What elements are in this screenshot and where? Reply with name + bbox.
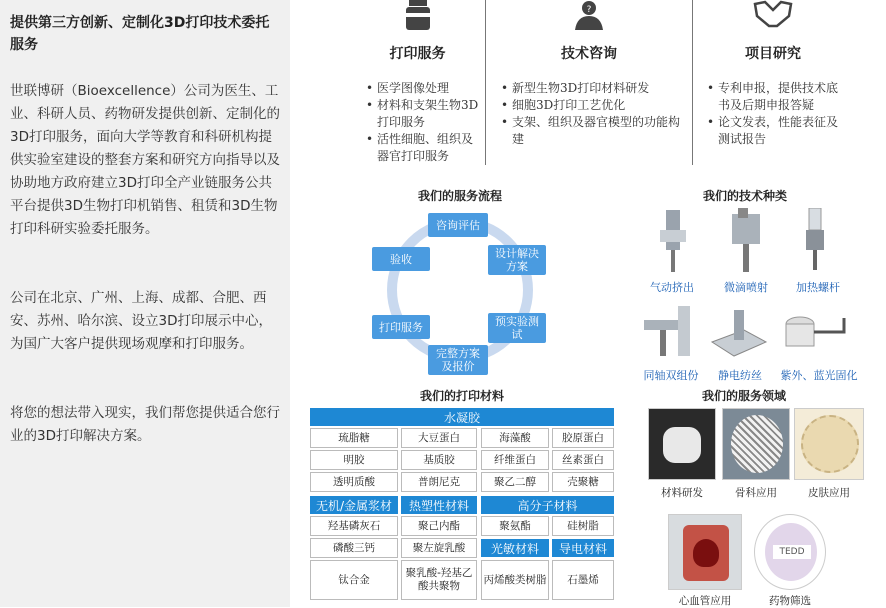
polymer-header: 高分子材料 <box>481 496 614 514</box>
pneumatic-extrusion-image <box>658 208 688 276</box>
left-paragraph-cta: 将您的想法带入现实，我们帮您提供适合您行业的3D打印解决方案。 <box>10 405 280 444</box>
list-item: • 材料和支架生物3D打印服务 <box>366 97 484 131</box>
hydrogel-cell: 明胶 <box>310 450 398 470</box>
flow-step-pretest: 预实验测试 <box>488 313 546 343</box>
flow-step-accept: 验收 <box>372 247 430 271</box>
service-consult <box>486 0 692 165</box>
tech-label: 微滴喷射 <box>724 281 768 294</box>
service-print-title: 打印服务 <box>389 46 446 62</box>
service-consult-title: 技术咨询 <box>561 46 617 62</box>
right-panel <box>290 0 886 607</box>
conductive-header: 导电材料 <box>552 539 614 557</box>
flow-step-design: 设计解决方案 <box>488 245 546 275</box>
material-cell: 丙烯酸类树脂 <box>481 560 549 600</box>
list-item: • 新型生物3D打印材料研发 <box>501 80 686 97</box>
material-cell: 羟基磷灰石 <box>310 516 398 536</box>
material-research-image <box>648 408 716 480</box>
droplet-jetting-image <box>728 208 764 276</box>
left-paragraph-intro: 世联博研（Bioexcellence）公司为医生、工业、科研人员、药物研发提供创新、定制化的3D打印服务，面向大学等教育和科研机构提供实验室建设的整套方案和研究方向指导以及协助地方政府建立3D打印全产业链服务公共平台提供3D生物打印机销售、租赁和3D生物打印科研实验委托服务。 <box>10 83 280 237</box>
hydrogel-cell: 胶原蛋白 <box>552 428 614 448</box>
material-cell: 聚己内酯 <box>401 516 477 536</box>
material-cell: 聚左旋乳酸 <box>401 538 477 558</box>
heated-screw-image <box>800 208 830 276</box>
service-print <box>350 0 485 165</box>
hydrogel-cell: 丝素蛋白 <box>552 450 614 470</box>
inorganic-header: 无机/金属浆材 <box>310 496 398 514</box>
uv-curing-image <box>782 310 852 356</box>
left-paragraph-locations: 公司在北京、广州、上海、成都、合肥、西安、苏州、哈尔滨、设立3D打印展示中心，为国广大客户提供现场观摩和打印服务。 <box>10 290 272 352</box>
coaxial-dual-image <box>640 302 700 364</box>
tech-label: 紫外、蓝光固化 <box>780 369 858 382</box>
hydrogel-cell: 琉脂糖 <box>310 428 398 448</box>
thermoplastic-header: 热塑性材料 <box>401 496 477 514</box>
handshake-icon <box>753 0 793 30</box>
tech-label: 静电纺丝 <box>718 369 762 382</box>
tedd-label: TEDD <box>773 545 811 559</box>
material-cell: 聚乳酸-羟基乙酸共聚物 <box>401 560 477 600</box>
hydrogel-cell: 纤维蛋白 <box>481 450 549 470</box>
hydrogel-header: 水凝胶 <box>310 408 614 426</box>
domain-label: 材料研发 <box>661 487 703 499</box>
hydrogel-cell: 大豆蛋白 <box>401 428 477 448</box>
hydrogel-cell: 壳聚糖 <box>552 472 614 492</box>
material-cell: 磷酸三钙 <box>310 538 398 558</box>
domains-title: 我们的服务领域 <box>702 389 787 403</box>
flow-title: 我们的服务流程 <box>418 189 503 203</box>
material-cell: 聚氨酯 <box>481 516 549 536</box>
service-consult-list <box>501 80 686 148</box>
material-cell: 硅树脂 <box>552 516 614 536</box>
electrospinning-image <box>708 306 770 362</box>
cardiovascular-image <box>668 514 742 590</box>
tech-label: 同轴双组份 <box>643 369 699 382</box>
drug-screening-image <box>754 514 826 590</box>
domain-label: 皮肤应用 <box>808 487 850 499</box>
hydrogel-cell: 基质胶 <box>401 450 477 470</box>
photosensitive-header: 光敏材料 <box>481 539 549 557</box>
hydrogel-cell: 普朗尼克 <box>401 472 477 492</box>
person-icon <box>569 0 609 30</box>
left-title: 提供第三方创新、定制化3D打印技术委托服务 <box>10 15 270 53</box>
svg-text:?: ? <box>586 5 592 15</box>
domain-label: 骨科应用 <box>735 487 777 499</box>
hydrogel-cell: 聚乙二醇 <box>481 472 549 492</box>
left-panel <box>0 0 290 607</box>
domain-label: 心血管应用 <box>678 595 732 607</box>
tech-label: 气动挤出 <box>650 281 694 294</box>
flow-step-quote: 完整方案及报价 <box>428 345 488 375</box>
skin-image <box>794 408 864 480</box>
flow-step-print: 打印服务 <box>372 315 430 339</box>
list-item: • 细胞3D打印工艺优化 <box>501 97 686 114</box>
material-cell: 石墨烯 <box>552 560 614 600</box>
orthopedic-image <box>722 408 790 480</box>
domain-label: 药物筛选 <box>769 595 811 607</box>
list-item: • 论文发表，性能表征及测试报告 <box>707 114 847 148</box>
materials-title: 我们的打印材料 <box>420 389 505 403</box>
list-item: • 医学图像处理 <box>366 80 484 97</box>
bottle-icon <box>398 0 438 30</box>
list-item: • 支架、组织及器官模型的功能构建 <box>501 114 686 148</box>
hydrogel-cell: 透明质酸 <box>310 472 398 492</box>
service-print-list <box>366 80 484 165</box>
service-research-list <box>707 80 847 148</box>
material-cell: 钛合金 <box>310 560 398 600</box>
hydrogel-cell: 海藻酸 <box>481 428 549 448</box>
tech-title: 我们的技术种类 <box>703 189 788 203</box>
flow-step-consult: 咨询评估 <box>428 213 488 237</box>
list-item: • 专利申报，提供技术底书及后期申报答疑 <box>707 80 847 114</box>
tech-label: 加热螺杆 <box>796 281 840 294</box>
service-research <box>693 0 853 165</box>
list-item: • 活性细胞、组织及器官打印服务 <box>366 131 484 165</box>
service-research-title: 项目研究 <box>745 46 801 62</box>
